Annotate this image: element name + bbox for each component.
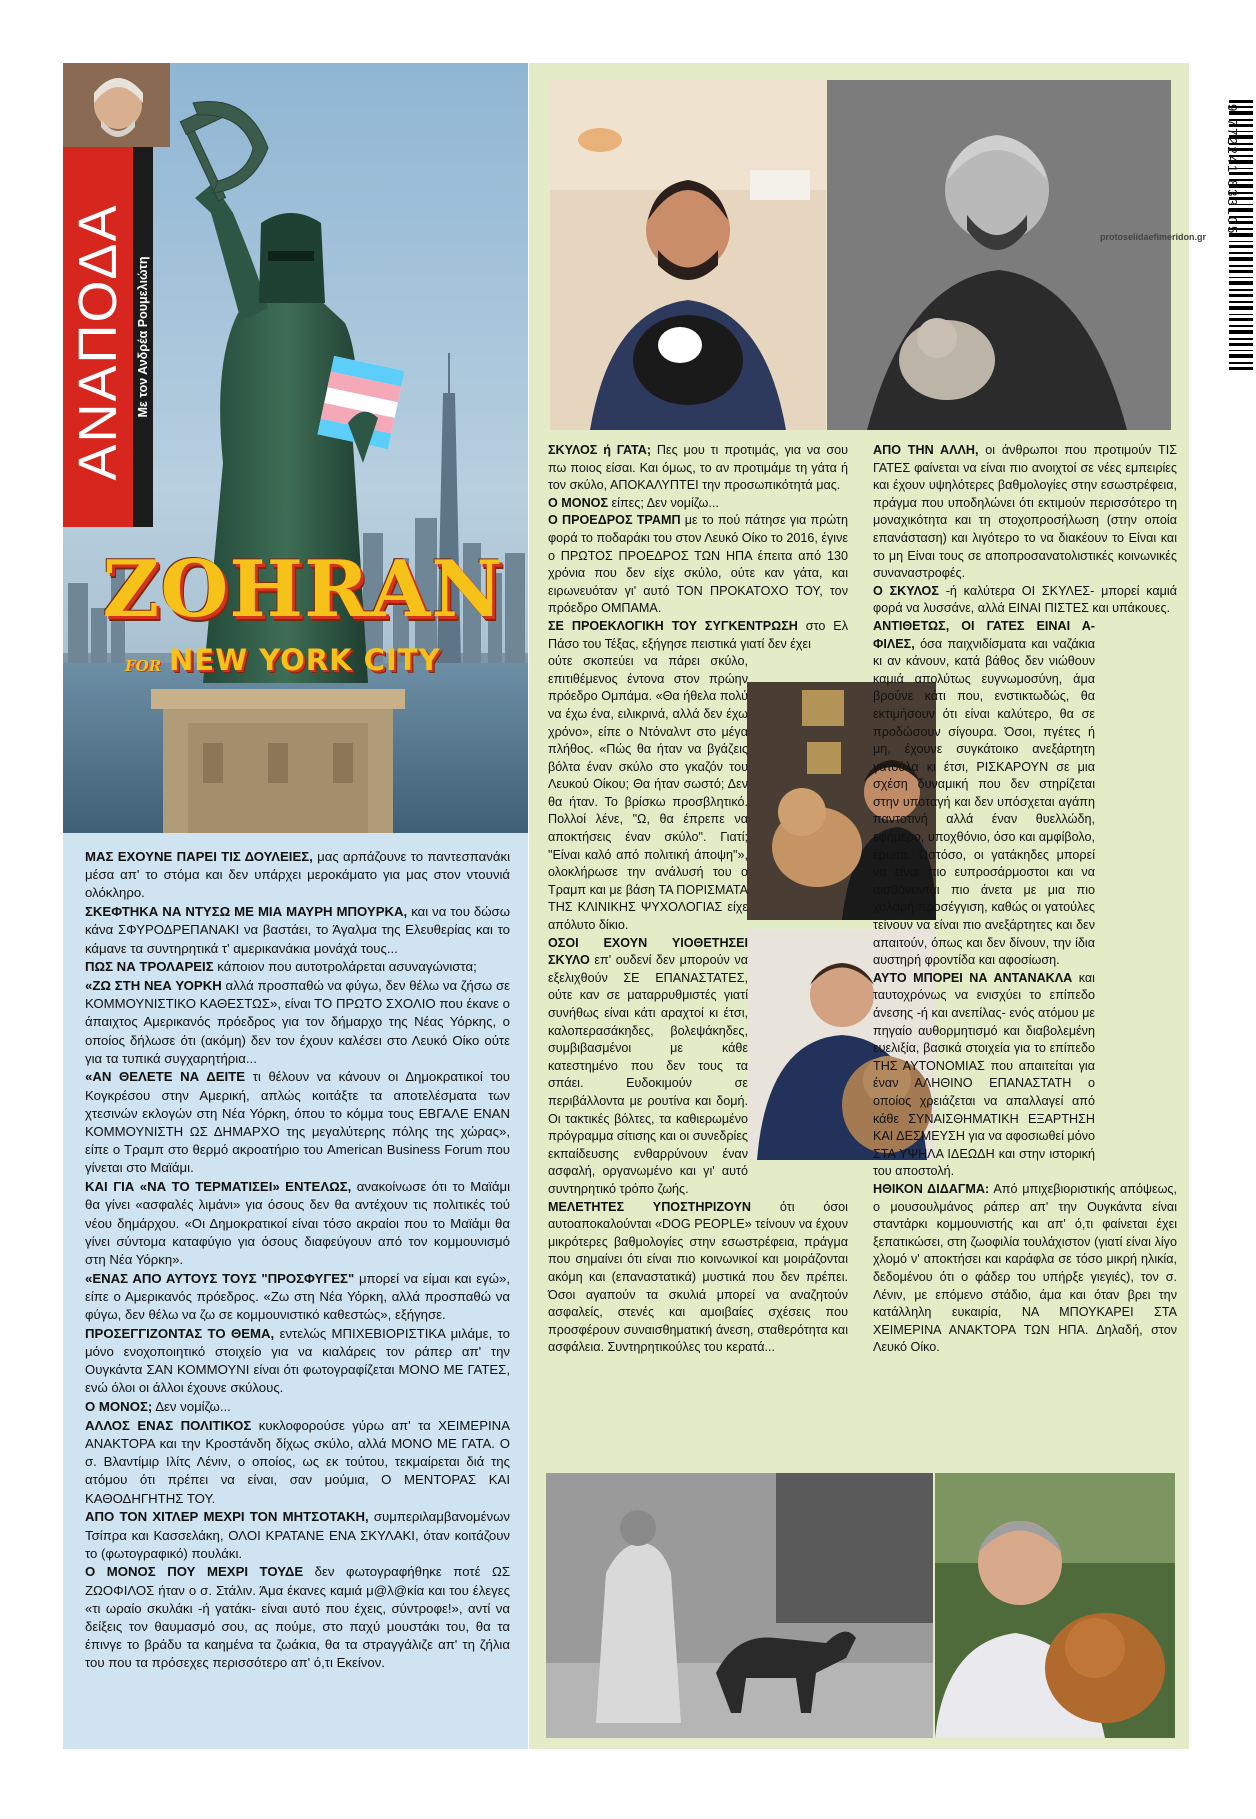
paragraph	[873, 583, 1177, 618]
paragraph	[548, 1199, 848, 1357]
paragraph-text: οι άνθρωποι που προτιμούν ΤΙΣ ΓΑΤΕΣ φαίνεται να είναι πιο ανοιχτοί σε νέες εμπειρίες και έχουν υψηλότερες βαθμολογίες στην εσωστρέφεια, πράγμα που υποδηλώνει ότι εκτιμούν περισσότερο τη μοναχικότητα και τη στοχοπροσήλωση (στην οποία επανάσταση) και λιγότερο το να διακέουν το Είναι και το μη Είναι τους σε αποπροσανατολιστικές κοινωνικές συναναστροφές.	[873, 443, 1178, 581]
paragraph-lead: ΚΑΙ ΓΙΑ «ΝΑ ΤΟ ΤΕΡΜΑΤΙΣΕΙ» ΕΝΤΕΛΩΣ,	[85, 1179, 352, 1195]
paragraph	[873, 618, 1095, 970]
paragraph-text: Δεν νομίζω...	[152, 1399, 231, 1415]
paragraph-lead: «ΑΝ ΘΕΛΕΤΕ ΝΑ ΔΕΙΤΕ	[85, 1069, 246, 1085]
paragraph	[85, 1068, 510, 1177]
barcode-number: 9 772241 833105	[1225, 104, 1240, 236]
paragraph-lead: ΠΡΟΣΕΓΓΙΖΟΝΤΑΣ ΤΟ ΘΕΜΑ,	[85, 1325, 275, 1341]
paragraph	[85, 1178, 510, 1269]
right-article-text	[873, 442, 1177, 1357]
paragraph-lead: ΠΩΣ ΝΑ ΤΡΟΛΑΡΕΙΣ	[85, 959, 214, 975]
paragraph	[548, 512, 848, 618]
columnist-photo	[63, 63, 170, 147]
paragraph-text: στο Ελ Πάσο του Τέξας, εξήγησε πειστικά γιατί δεν έχει	[548, 618, 848, 651]
paragraph-lead: «ΕΝΑΣ ΑΠΟ ΑΥΤΟΥΣ ΤΟΥΣ "ΠΡΟΣΦΥΓΕΣ"	[85, 1270, 355, 1286]
paragraph-text: κάποιον που αυτοτρολάρεται ασυναγώνιστα;	[213, 959, 477, 975]
paragraph	[85, 958, 510, 976]
paragraph	[548, 653, 748, 935]
paragraph-text: ότι όσοι αυτοαποκαλούνται «DOG PEOPLE» τείνουν να έχουν μικρότερες βαθμολογίες στην εσωστρέφεια, πράγμα που σημαίνει ότι είναι πιο κοινωνικοί και μοιράζονται ακόμη και (επαναστατικά) μυστικά που δεν πρέπει. Όσοι αγαπούν τα σκυλιά μπορεί να αναζητούν ασφαλείς, στενές και αμοιβαίες σχέσεις που προσφέρουν συναισθηματική άνεση, σταθερότητα και ασφάλεια. Συντηρητικούλες του κερατά...	[548, 1199, 848, 1355]
paragraph-text: είπες; Δεν νομίζω...	[608, 495, 719, 510]
man-holding-cat-photo	[550, 80, 826, 430]
columnist-portrait-icon	[63, 63, 170, 147]
paragraph-text: μπορεί να είμαι και εγώ», είπε ο Αμερικανός πρόεδρος. «Ζω στη Νέα Υόρκη, αλλά προσπαθώ να φύγω, δεν θέλω να ζω σε κομμουνιστικό καθεστώς», εξήγησε.	[85, 1270, 510, 1323]
paragraph-lead: ΣΚΥΛΟΣ ή ΓΑΤΑ;	[548, 443, 652, 457]
man-with-hound-photo	[935, 1473, 1175, 1738]
paragraph-text: επ' ουδενί δεν μπορούν να εξελιχθούν ΣΕ ΕΠΑΝΑΣΤΑΤΕΣ, ούτε καν σε ματαρρυθμιστές γιατί συνήθως είναι κάτι αραχτοί κι έτσι, καλοπερασάκηδες, βολεψάκηδες, συμβιβασμένοι με κάθε κατεστημένο που δεν τους τα σπάει. Ευδοκιμούν σε περιβάλλοντα με ρουτίνα και δομή. Οι τακτικές βόλτες, τα καθιερωμένο πρόγραμμα σίτισης και οι συνεδρίες εκπαίδευσης ενθαρρύνουν έναν ασφαλή, οργανωμένο και γι' αυτό συντηρητικό τρόπο ζωής.	[548, 953, 748, 1196]
paragraph	[85, 1563, 510, 1672]
paragraph-lead: ΜΕΛΕΤΗΤΕΣ ΥΠΟΣΤΗΡΙΖΟΥΝ	[548, 1199, 751, 1214]
photo-lenin-with-cat	[827, 80, 1171, 430]
column-title: ΑΝΑΠΟΔΑ	[68, 203, 128, 481]
paragraph	[85, 848, 510, 903]
hero-sub-city: NEW YORK CITY	[169, 643, 441, 677]
paragraph	[85, 1417, 510, 1508]
paragraph-lead: «ΖΩ ΣΤΗ ΝΕΑ ΥΟΡΚΗ	[85, 977, 222, 993]
paragraph	[873, 1181, 1177, 1357]
column-title-strip	[63, 147, 133, 527]
paragraph	[548, 495, 848, 513]
paragraph	[85, 1325, 510, 1398]
hero-sub-for: FOR	[125, 657, 162, 675]
paragraph-text: ανακοίνωσε ότι το Μαϊάμι θα γίνει «ασφαλές λιμάνι» για όσους δεν θα αντέχουν τις πολιτικές τού νέου δημάρχου. «Οι Δημοκρατικοί είναι τόσο ακραίοι που το Μαϊάμι θα γίνει σύντομα καταφύγιο για όσους διαφεύγουν από τον κομμουνισμό στη Νέα Υόρκη».	[85, 1179, 510, 1267]
paragraph-lead: Ο ΠΡΟΕΔΡΟΣ ΤΡΑΜΠ	[548, 513, 681, 528]
lenin-holding-cat-photo	[827, 80, 1171, 430]
photo-hitler-with-dog	[546, 1473, 933, 1738]
hero-subheadline	[125, 643, 525, 679]
paragraph-text: εντελώς ΜΠΙΧΕΒΙΟΡΙΣΤΙΚΑ μιλάμε, το μόνο ενοχοποιητικό στοιχείο για να κιαλάρεις τον ράπερ απ' την Ουγκάντα ΣΑΝ ΚΟΜΜΟΥΝΙ είναι ότι φωτογραφίζεται ΜΟΝΟ ΜΕ ΓΑΤΕΣ, ενώ όλοι οι άλλοι έχουνε σκύλους.	[85, 1325, 510, 1396]
paragraph-text: όσα παιχνιδίσματα και ναζάκια κι αν κάνουν, κατά βάθος δεν νιώθουν καμιά απολύτως ευγνωμοσύνη, άμα βρούνε κάτι που, ενστικτωδώς, θα εκτιμήσουν ότι είναι καλύτερο, θα σε προδώσουν σίγουρα. Όσοι, πγέτες ή μη, έχουνε συγκάτοικο ανεξάρτητη γατούλα κι έτσι, ΡΙΣΚΑΡΟΥΝ σε μια σχέση δυναμική που δεν στηρίζεται στην υποταγή και δεν υπόσχεται αγάπη παντοτινή αλλά έναν θυελλώδη, εφήμερο, υποχθόνιο, όσο και αμφίβολο, έρωτα. Ωστόσο, οι γατάκηδες μπορεί να είναι πιο ευπροσάρμοστοι και να αισθάνονται πιο άνετα με μια πιο χαλαρή προσέγγιση, καθώς οι γατούλες τείνουν να είναι πιο ανεξάρτητες και δεν απαιτούν, όπως και δεν δίνουν, την ίδια αυστηρή φροντίδα και αφοσίωση.	[873, 636, 1095, 968]
paragraph-lead: Ο ΣΚΥΛΟΣ	[873, 583, 939, 598]
paragraph	[85, 903, 510, 958]
paragraph-lead: ΑΠΟ ΤΗΝ ΑΛΛΗ,	[873, 443, 979, 457]
paragraph-text: δεν φωτογραφήθηκε ποτέ ΩΣ ΖΩΟΦΙΛΟΣ ήταν ο σ. Στάλιν. Άμα έκανες καμιά μ@λ@κία και του έλεγες «τι ωραίο σκυλάκι -ή γατάκι- είναι αυτό που έχεις, σύντροφε!», αντί να δείξεις τον θαυμασμό σου, ας πούμε, στο παχύ μουστάκι του, θα τα έπινγε το βράδυ τα καημένα τα ζωάκια, θα τα στραγγάλιζε απ' τη ζήλια του που τα πρόσεχες περισσότερο απ' ό,τι Εκείνον.	[85, 1564, 510, 1671]
paragraph-text: και να του δώσω κάνα ΣΦΥΡΟΔΡΕΠΑΝΑΚΙ να βαστάει, το Άγαλμα της Ελευθερίας και το κάμανε τα συντηρητικά τ' αμερικανάκια μονάχά τους...	[85, 904, 510, 956]
paragraph-lead: Ο ΜΟΝΟΣ ΠΟΥ ΜΕΧΡΙ ΤΟΥΔΕ	[85, 1564, 304, 1580]
paragraph-lead: ΑΝΤΙΘΕΤΩΣ, ΟΙ ΓΑΤΕΣ ΕΙΝΑΙ Α-ΦΙΛΕΣ,	[873, 618, 1095, 651]
paragraph-text: κυκλοφορούσε γύρω απ' τα ΧΕΙΜΕΡΙΝΑ ΑΝΑΚΤΟΡΑ και την Κροστάνδη δίχως σκύλο, αλλά ΜΟΝΟ ΜΕ ΓΑΤΑ. Ο σ. Βλαντίμιρ Ιλίτς Λένιν, ο οποίος, ως εκ τούτου, τεκμαίρεται διά της ατόμου ότι πρέπει να είναι, σαν μούμια, Ο ΜΕΝΤΟΡΑΣ ΚΑΙ ΚΑΘΟΔΗΓΗΤΗΣ ΤΟΥ.	[85, 1417, 510, 1506]
paragraph	[548, 442, 848, 495]
hero-headline: ZOHRAN	[102, 544, 504, 635]
paragraph-lead: ΜΑΣ ΕΧΟΥΝΕ ΠΑΡΕΙ ΤΙΣ ΔΟΥΛΕΙΕΣ,	[85, 849, 313, 864]
paragraph	[85, 977, 510, 1068]
paragraph-text: με το πού πάτησε για πρώτη φορά το ποδαράκι του στον Λευκό Οίκο το 2016, έγινε ο ΠΡΩΤΟΣ ΠΡΟΕΔΡΟΣ ΤΩΝ ΗΠΑ έπειτα από 130 χρόνια που δεν είχε σκύλο, ούτε καν γάτα, και ειρωνευόταν γι' αυτό ΤΟΝ ΠΡΟΚΑΤΟΧΟ ΤΟΥ, τον πρόεδρο ΟΜΠΑΜΑ.	[548, 513, 848, 616]
paragraph-text: και ταυτοχρόνως να ενισχύει το επίπεδο άνεσης -ή και ανεπίλας- ενός ατόμου με πηγαίο αυθορμητισμό και διαβολεμένη ευελιξία, βασικά στοιχεία για το επίπεδο ΤΗΣ ΑΥΤΟΝΟΜΙΑΣ που απαιτείται για έναν ΑΛΗΘΙΝΟ ΕΠΑΝΑΣΤΑΤΗ ο οποίος χρειάζεται να απαλλαγεί από κάθε ΣΥΝΑΙΣΘΗΜΑΤΙΚΗ ΕΞΑΡΤΗΣΗ ΚΑΙ ΔΕΣΜΕΥΣΗ για να αφοσιωθεί μόνο ΣΤΑ ΥΨΗΛΑ ΙΔΕΩΔΗ και στην ιστορική του αποστολή.	[873, 970, 1095, 1179]
paragraph-text: ούτε σκοπεύει να πάρει σκύλο, επιτιθέμενος έντονα στον πρώην πρόεδρο Ομπάμα. «Θα ήθελα πολύ να έχω ένα, ειλικρινά, αλλά δεν έχω χρόνο», είπε ο Ντόναλντ στο μέγα πλήθος. «Πώς θα ήταν να βγάζεις βόλτα έναν σκύλο στο γκαζόν του Λευκού Οίκου; Θα ήταν σωστό; Δεν θα ήταν. Το βρίσκω προσβλητικό. Πολλοί λένε, "Ω, θα έπρεπε να αποκτήσεις έναν σκύλο". Γιατί; "Είναι καλό από πολιτική άποψη"», ολοκλήρωσε την ανάλυσή του ο Τραμπ και με βάση ΤΑ ΠΟΡΙΣΜΑΤΑ ΤΗΣ ΚΛΙΝΙΚΗΣ ΨΥΧΟΛΟΓΙΑΣ είχε απόλυτο δίκιο.	[548, 654, 748, 933]
middle-article-text	[548, 442, 848, 1357]
hero-image	[63, 63, 528, 833]
paragraph-text: αλλά προσπαθώ να φύγω, δεν θέλω να ζήσω σε ΚΟΜΜΟΥΝΙΣΤΙΚΟ ΚΑΘΕΣΤΩΣ», είναι ΤΟ ΠΡΩΤΟ ΣΧΟΛΙΟ που έκανε ο άπαιχτος Αμερικανός πρόεδρος για τον δήμαρχο της Νέας Υόρκης, ο οποίος δήλωσε ότι (ακόμη) δεν τον έχουν καλέσει στο Λευκό Οίκο ούτε για τα τυπικά συγχαρητήρια...	[85, 977, 510, 1066]
byline-strip	[133, 147, 153, 527]
paragraph-text: συμπεριλαμβανομένων Τσίπρα και Κασσελάκη, ΟΛΟΙ ΚΡΑΤΑΝΕ ΕΝΑ ΣΚΥΛΑΚΙ, όταν κοιτάζουν το (φωτογραφικό) πουλάκι.	[85, 1509, 510, 1561]
paragraph-lead: Ο ΜΟΝΟΣ;	[85, 1399, 153, 1415]
paragraph-text: μας αρπάζουνε το παντεσπανάκι μέσα απ' το στόμα και δεν υπάρχει μεροκάματο για μας στον ντουνιά ολόκληρο.	[85, 849, 510, 901]
paragraph-lead: ΑΛΛΟΣ ΕΝΑΣ ΠΟΛΙΤΙΚΟΣ	[85, 1417, 252, 1433]
paragraph-lead: ΟΣΟΙ ΕΧΟΥΝ ΥΙΟΘΕΤΗΣΕΙ ΣΚΥΛΟ	[548, 935, 748, 968]
paragraph-lead: Ο ΜΟΝΟΣ	[548, 495, 609, 510]
photo-mitsotakis-with-dog	[935, 1473, 1175, 1738]
paragraph-text: Πες μου τι προτιμάς, για να σου πω ποιος είσαι. Και όμως, το αν προτιμάμε τη γάτα ή τον σκύλο, ΑΠΟΚΑΛΥΠΤΕΙ την προσωπικότητά μας.	[548, 443, 848, 493]
left-article-text	[85, 848, 510, 1673]
paragraph-lead: ΗΘΙΚΟΝ ΔΙΔΑΓΜΑ:	[873, 1181, 990, 1196]
paragraph	[873, 970, 1095, 1181]
watermark: protoselidaefimeridon.gr	[1100, 232, 1207, 242]
column-byline: Με τον Ανδρέα Ρουμελιώτη	[136, 256, 150, 418]
paragraph-text: Από μπιχεβιοριστικής απόψεως, ο μουσουλμάνος ράπερ απ' την Ουγκάντα είναι σταντάρκι κομμουνιστής και απ' ό,τι φαίνεται έχει ξεπατικώσει, στη ζωοφιλία τουλάχιστον (γιατί είναι λίγο χλομό ν' αποκτήσει και καράφλα σε τόσο μικρή ηλικία, δεδομένου ότι ο φάδερ του υπήρξε γιεγιές), τον σ. Λένιν, με επόμενο στάδιο, άμα και όταν βρει την κατάλληλη ευκαιρία, ΝΑ ΜΠΟΥΚΑΡΕΙ ΣΤΑ ΧΕΙΜΕΡΙΝΑ ΑΝΑΚΤΟΡΑ ΤΩΝ ΗΠΑ. Δηλαδή, στον Λευκό Οίκο.	[873, 1181, 1177, 1355]
paragraph	[85, 1270, 510, 1325]
paragraph	[873, 442, 1177, 583]
paragraph	[85, 1398, 510, 1416]
man-with-german-shepherd-photo	[546, 1473, 933, 1738]
paragraph-lead: ΑΠΟ ΤΟΝ ΧΙΤΛΕΡ ΜΕΧΡΙ ΤΟΝ ΜΗΤΣΟΤΑΚΗ,	[85, 1509, 369, 1525]
paragraph-lead: ΣΚΕΦΤΗΚΑ ΝΑ ΝΤΥΣΩ ΜΕ ΜΙΑ ΜΑΥΡΗ ΜΠΟΥΡΚΑ,	[85, 904, 408, 920]
photo-mamdani-with-cat	[550, 80, 826, 430]
paragraph	[85, 1508, 510, 1563]
paragraph-lead: ΑΥΤΟ ΜΠΟΡΕΙ ΝΑ ΑΝΤΑΝΑΚΛΑ	[873, 970, 1073, 985]
paragraph-text: τι θέλουν να κάνουν οι Δημοκρατικοί του Κογκρέσου στην Αμερική, απλώς κοιτάξτε τα αποτελέσματα των χτεσινών εκλογών στη Νέα Υόρκη, όπου το κόμμα τους ΕΒΓΑΛΕ ΕΝΑΝ ΚΟΜΜΟΥΝΙΣΤΗ ΩΣ ΔΗΜΑΡΧΟ της μεγαλύτερης πόλης της χώρας», είπε ο Τραμπ στο θερμό ακροατήριο του American Business Forum που γίνεται στο Μαϊάμι.	[85, 1069, 511, 1176]
paragraph-text: -ή καλύτερα ΟΙ ΣΚΥΛΕΣ- μπορεί καμιά φορά να λυσσάνε, αλλά ΕΙΝΑΙ ΠΙΣΤΕΣ και υπάκουες.	[873, 583, 1177, 616]
paragraph	[548, 618, 848, 653]
paragraph-lead: ΣΕ ΠΡΟΕΚΛΟΓΙΚΗ ΤΟΥ ΣΥΓΚΕΝΤΡΩΣΗ	[548, 618, 798, 633]
paragraph	[548, 935, 748, 1199]
